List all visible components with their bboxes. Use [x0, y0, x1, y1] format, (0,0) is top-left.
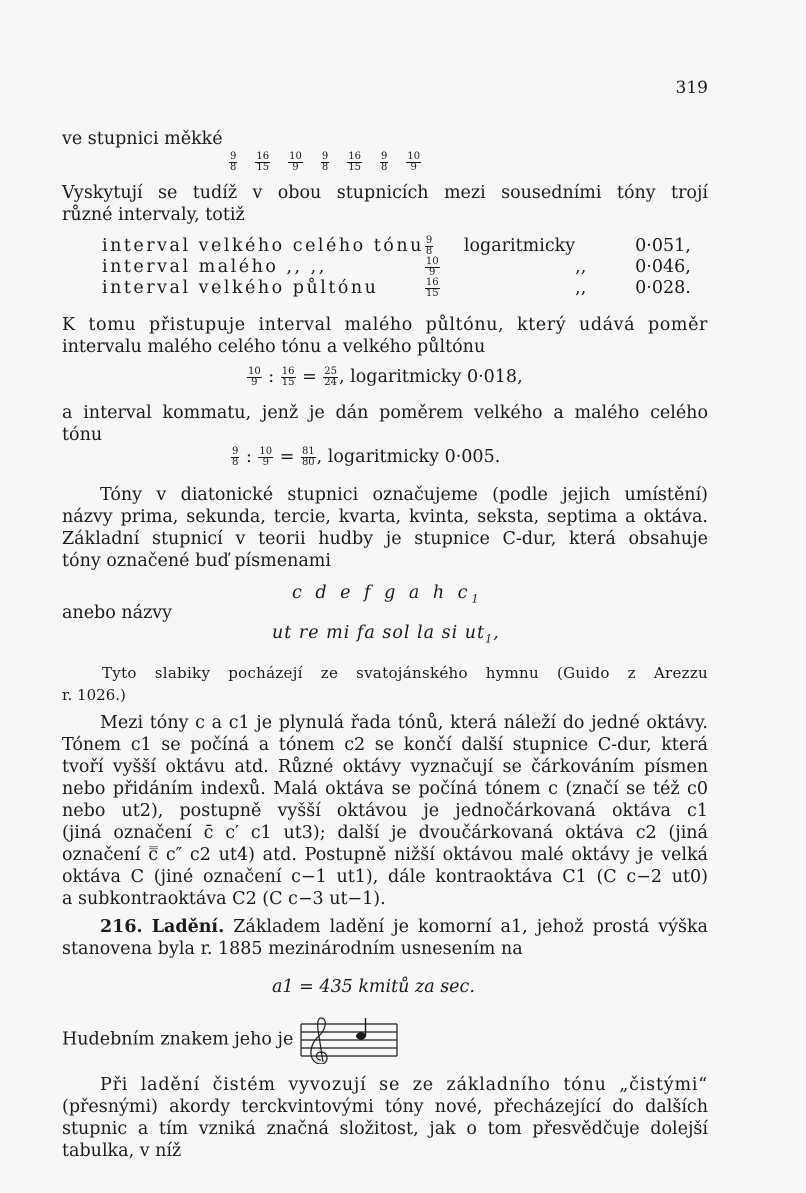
solfege-names: ut re mi fa sol la si $ut_1$, — [272, 623, 500, 646]
eq1-r: $\frac{25}{24}$ — [324, 366, 338, 388]
interval-cell: interval velkého půltónu — [102, 278, 379, 298]
section-216-line-1: 216. Ladění. Základem ladění je komorní a1, jehož prostá výška — [100, 917, 708, 937]
paragraph-3-line-1: a interval kommatu, jenž je dán poměrem velkého a malého celého — [62, 403, 708, 423]
scale-fraction: $\frac{9}{8}$ — [230, 151, 237, 173]
interval-cell: interval velkého celého tónu — [102, 236, 424, 256]
interval-cell: 0·028. — [635, 278, 691, 298]
paragraph-6-line-7: označení c̿ c″ c2 ut4) atd. Postupně nižší oktávou malé oktávy je velká — [62, 845, 708, 865]
interval-cell: interval malého ,, ,, — [102, 257, 327, 277]
paragraph-9-line-4: tabulka, v níž — [62, 1141, 182, 1161]
paragraph-6-line-3: tvoří vyšší oktávu atd. Různé oktávy vyznačují se čárkováním písmen — [62, 757, 708, 777]
paragraph-4-line-2: názvy prima, sekunda, tercie, kvarta, kvinta, seksta, septima a oktáva. — [62, 507, 708, 527]
interval-row — [102, 236, 715, 257]
interval-cell — [464, 257, 575, 278]
paragraph-3-line-2: tónu — [62, 425, 103, 445]
paragraph-9-line-3: stupnic a tím vzniká značná složitost, jak o tom přesvědčuje dolejší — [62, 1119, 708, 1139]
interval-cell — [464, 278, 575, 299]
intervals-table — [102, 236, 715, 299]
interval-cell: 0·051, — [635, 236, 691, 256]
paragraph-2-line-1: K tomu přistupuje interval malého půltónu, který udává poměr — [62, 315, 708, 335]
paragraph-5-line-1: Tyto slabiky pocházejí ze svatojánského hymnu (Guido z Arezzu — [102, 664, 708, 682]
paragraph-1-line-2: různé intervaly, totiž — [62, 205, 245, 225]
interval-fraction: $\frac{9}{8}$ — [425, 235, 433, 257]
scale-fraction: $\frac{16}{15}$ — [256, 151, 270, 173]
scale-fraction: $\frac{10}{9}$ — [407, 151, 421, 173]
eq2-b: $\frac{10}{9}$ — [259, 446, 273, 468]
paragraph-6-line-4: nebo přidáním indexů. Malá oktáva se počíná tónem c (značí se též c0 — [62, 779, 708, 799]
paragraph-4-line-3: Základní stupnicí v teorii hudby je stupnice C-dur, která obsahuje — [62, 529, 708, 549]
paragraph-5-line-2: r. 1026.) — [62, 686, 126, 704]
note-letters: c d e f g a h $c_1$ — [292, 583, 483, 606]
frequency-formula: a1 = 435 kmitů za sec. — [272, 977, 475, 997]
page-number: 319 — [675, 78, 708, 98]
interval-fraction: $\frac{16}{15}$ — [425, 277, 439, 299]
paragraph-4-line-4: tóny označené buď písmenami — [62, 551, 331, 571]
eq1-a: $\frac{10}{9}$ — [248, 366, 261, 388]
treble-staff-a1-icon — [299, 1016, 399, 1064]
paragraph-6-line-1: Mezi tóny c a c1 je plynulá řada tónů, která náleží do jedné oktávy. — [100, 713, 708, 733]
scale-fraction: $\frac{9}{8}$ — [321, 151, 329, 173]
paragraph-6-line-8: oktáva C (jiné označení c−1 ut1), dále kontraoktáva C1 (C c−2 ut0) — [62, 867, 708, 887]
eq2-text: , logaritmicky 0·005. — [316, 447, 501, 467]
or-names: anebo názvy — [62, 603, 173, 623]
paragraph-9-line-1: Při ladění čistém vyvozují se ze základního tónu „čistými“ — [100, 1075, 708, 1095]
paragraph-6-line-5: nebo ut2), postupně vyšší oktávou je jednočárkovaná oktáva c1 — [62, 801, 708, 821]
scale-fraction: $\frac{16}{15}$ — [348, 151, 361, 173]
paragraph-6-line-9: a subkontraoktáva C2 (C c−3 ut−1). — [62, 889, 386, 909]
interval-cell: 0·046, — [635, 257, 691, 277]
equation-2: $\frac{9}{8}$ : $\frac{10}{9}$ = $\frac{81}{80}$ , logaritmicky 0·005. — [232, 446, 501, 468]
scale-fraction: $\frac{10}{9}$ — [289, 151, 302, 173]
paragraph-6-line-6: (jiná označení c̄ c′ c1 ut3); další je dvoučárkovaná oktáva c2 (jiná — [62, 823, 708, 843]
section-number: 216. — [100, 917, 143, 937]
interval-cell: ,, — [575, 278, 587, 298]
interval-row — [102, 257, 715, 278]
intro-text: ve stupnici měkké — [62, 129, 223, 149]
eq2-a: $\frac{9}{8}$ — [232, 446, 239, 468]
eq1-text: , logaritmicky 0·018, — [339, 367, 523, 387]
interval-fraction: $\frac{10}{9}$ — [425, 256, 439, 278]
paragraph-4-line-1: Tóny v diatonické stupnici označujeme (podle jejich umístění) — [100, 485, 708, 505]
interval-cell: logaritmicky — [463, 236, 576, 256]
interval-cell: ,, — [575, 257, 587, 277]
scale-fractions — [228, 152, 438, 173]
section-title: Ladění. — [151, 917, 225, 937]
paragraph-2-line-2: intervalu malého celého tónu a velkého půltónu — [62, 337, 486, 357]
paragraph-6-line-2: Tónem c1 se počíná a tónem c2 se končí další stupnice C-dur, která — [62, 735, 708, 755]
eq1-b: $\frac{16}{15}$ — [281, 366, 295, 388]
eq2-r: $\frac{81}{80}$ — [301, 446, 315, 468]
interval-cell — [575, 236, 635, 257]
scale-fraction: $\frac{9}{8}$ — [380, 151, 388, 173]
section-216-line-2: stanovena byla r. 1885 mezinárodním usnesením na — [62, 939, 523, 959]
paragraph-8: Hudebním znakem jeho je — [62, 1016, 399, 1064]
paragraph-9-line-2: (přesnými) akordy terckvintovými tóny nové, přecházející do dalších — [62, 1097, 708, 1117]
interval-row — [102, 278, 715, 299]
equation-1: $\frac{10}{9}$ : $\frac{16}{15}$ = $\frac{25}{24}$ , logaritmicky 0·018, — [248, 366, 523, 388]
paragraph-1-line-1: Vyskytují se tudíž v obou stupnicích mezi sousedními tóny trojí — [62, 183, 708, 203]
